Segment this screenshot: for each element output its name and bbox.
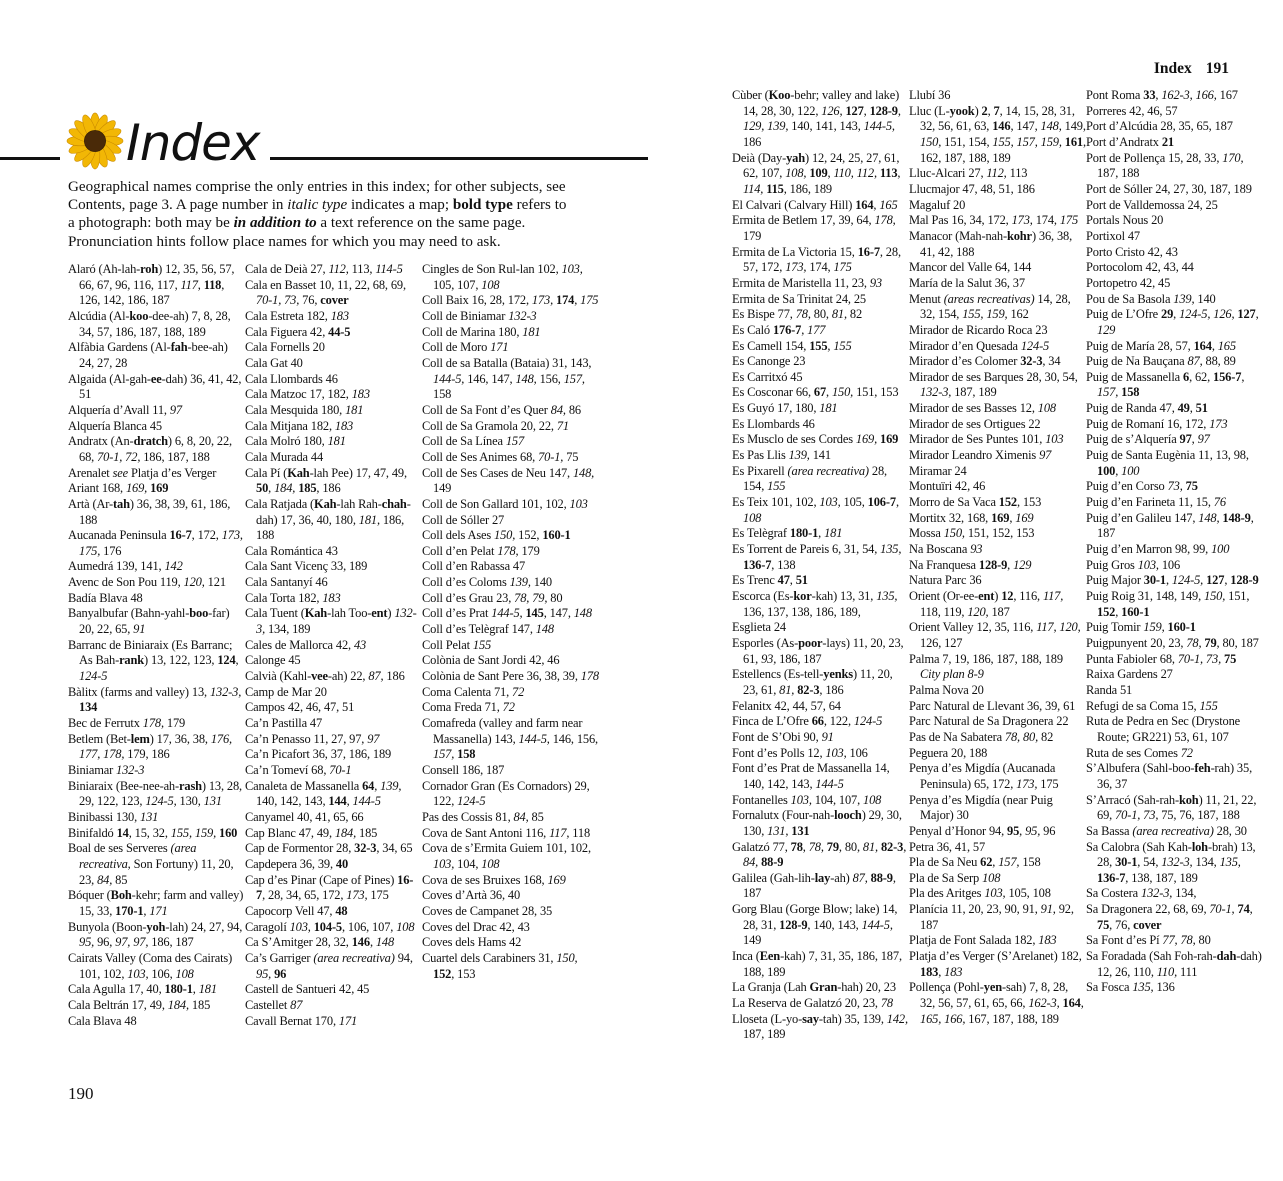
index-entry: Portopetro 42, 45 xyxy=(1086,275,1171,290)
index-entry: Portals Nous 20 xyxy=(1086,213,1164,228)
index-entry: Es Musclo de ses Cordes 169, 169 xyxy=(732,432,899,447)
index-entry: Puig Major 30-1, 124-5, 127, 128-9 xyxy=(1086,573,1259,588)
index-entry: Canyamel 40, 41, 65, 66 xyxy=(245,809,364,824)
index-entry: Cala Blava 48 xyxy=(68,1013,137,1028)
index-entry: Cala Sant Vicenç 33, 189 xyxy=(245,559,368,574)
index-entry: Puig Roig 31, 148, 149, 150, 151, 152, 160-1 xyxy=(1086,589,1250,619)
index-entry: Puig de L’Ofre 29, 124-5, 126, 127, 129 xyxy=(1086,307,1259,337)
index-entry: Coves del Drac 42, 43 xyxy=(422,919,530,934)
index-entry: Magaluf 20 xyxy=(909,197,966,212)
index-entry: Randa 51 xyxy=(1086,682,1133,697)
index-entry: Cairats Valley (Coma des Cairats) 101, 102, 103, 106, 108 xyxy=(68,950,233,981)
index-entry: Ca’n Penasso 11, 27, 97, 97 xyxy=(245,731,380,746)
index-entry: Penya d’es Migdía (Aucanada Peninsula) 65, 172, 173, 175 xyxy=(909,761,1059,791)
index-entry: Coll d’en Rabassa 47 xyxy=(422,559,526,574)
index-entry: Coll de Ses Cases de Neu 147, 148, 149 xyxy=(422,465,595,496)
index-entry: Estellencs (Es-tell-yenks) 11, 20, 23, 61, 81, 82-3, 186 xyxy=(732,667,893,697)
index-entry: Orient Valley 12, 35, 116, 117, 120, 126, 127 xyxy=(909,620,1081,650)
index-entry: Mossa 150, 151, 152, 153 xyxy=(909,526,1035,541)
index-entry: Boal de ses Serveres (area recreativa, Son Fortuny) 11, 20, 23, 84, 85 xyxy=(68,841,234,887)
index-entry: Sa Font d’es Pí 77, 78, 80 xyxy=(1086,933,1211,948)
index-entry: Bec de Ferrutx 178, 179 xyxy=(68,716,186,731)
index-entry: Coll de Son Gallard 101, 102, 103 xyxy=(422,496,588,511)
index-entry: Coll d’es Prat 144-5, 145, 147, 148 xyxy=(422,606,592,621)
index-entry: Cala Ratjada (Kah-lah Rah-chah-dah) 17, 36, 40, 180, 181, 186, 188 xyxy=(245,496,411,543)
index-entry: Cavall Bernat 170, 171 xyxy=(245,1013,358,1028)
index-entry: Finca de L’Ofre 66, 122, 124-5 xyxy=(732,714,883,729)
right-page xyxy=(650,0,1283,1181)
index-entry: Port de Pollença 15, 28, 33, 170, 187, 188 xyxy=(1086,150,1244,181)
index-entry: Es Camell 154, 155, 155 xyxy=(732,338,852,353)
index-entry: Cùber (Koo-behr; valley and lake) 14, 28, 30, 122, 126, 127, 128-9, 129, 139, 140, 141, 143, 144-5, 186 xyxy=(732,88,901,149)
index-entry: Puig de Santa Eugènia 11, 13, 98, 100, 100 xyxy=(1086,448,1249,478)
index-entry: Font de S’Obi 90, 91 xyxy=(732,729,834,744)
index-entry: Mirador de ses Ortigues 22 xyxy=(909,416,1041,431)
index-entry: Galilea (Gah-lih-lay-ah) 87, 88-9, 187 xyxy=(732,870,896,901)
index-entry: Lluc-Alcari 27, 112, 113 xyxy=(909,166,1028,181)
index-entry: Pas de Na Sabatera 78, 80, 82 xyxy=(909,729,1054,744)
index-entry: Cala Matzoc 17, 182, 183 xyxy=(245,387,370,402)
index-intro: Geographical names comprise the only entries in this index; for other subjects, see Contents, page 3. A page number in italic type indicates a map; bold type refers to a photograph: both may be in addition to a text reference on the same page. Pronunciation hints follow place names for which you may need to ask. xyxy=(68,179,567,250)
index-entry: Coll Baix 16, 28, 172, 173, 174, 175 xyxy=(422,293,599,308)
index-entry: Cala Torta 182, 183 xyxy=(245,590,341,605)
right-index-columns xyxy=(732,88,1263,1043)
index-entry: Coll de Moro 171 xyxy=(422,340,509,355)
index-entry: Sa Calobra (Sah Kah-loh-brah) 13, 28, 30-1, 54, 132-3, 134, 135, 136-7, 138, 187, 189 xyxy=(1086,839,1256,885)
index-entry: Coll de Marina 180, 181 xyxy=(422,324,541,339)
index-column xyxy=(68,262,245,1029)
index-entry: María de la Salut 36, 37 xyxy=(909,275,1025,290)
index-entry: Castellet 87 xyxy=(245,997,303,1012)
index-entry: Cala Fornells 20 xyxy=(245,340,325,355)
index-entry: Cova de Sant Antoni 116, 117, 118 xyxy=(422,825,591,840)
index-entry: Cala Llombards 46 xyxy=(245,371,338,386)
index-entry: Cap d’es Pinar (Cape of Pines) 16-7, 28, 34, 65, 172, 173, 175 xyxy=(245,872,414,903)
running-head-title: Index xyxy=(1153,60,1192,77)
index-entry: Es Carritxó 45 xyxy=(732,369,803,384)
index-entry: Port de Valldemossa 24, 25 xyxy=(1086,197,1218,212)
index-entry: Porreres 42, 46, 57 xyxy=(1086,103,1178,118)
index-entry: Gorg Blau (Gorge Blow; lake) 14, 28, 31, 128-9, 140, 143, 144-5, 149 xyxy=(732,902,898,948)
index-entry: Campos 42, 46, 47, 51 xyxy=(245,700,355,715)
index-entry: Ca S’Amitger 28, 32, 146, 148 xyxy=(245,935,395,950)
index-entry: Deià (Day-yah) 12, 24, 25, 27, 61, 62, 107, 108, 109, 110, 112, 113, 114, 115, 186, 189 xyxy=(732,150,901,196)
index-entry: Petra 36, 41, 57 xyxy=(909,839,986,854)
index-entry: Cales de Mallorca 42, 43 xyxy=(245,637,367,652)
index-entry: Refugi de sa Coma 15, 155 xyxy=(1086,698,1218,713)
index-entry: Puig d’en Marron 98, 99, 100 xyxy=(1086,542,1230,557)
index-entry: Coma Calenta 71, 72 xyxy=(422,684,525,699)
index-entry: Parc Natural de Sa Dragonera 22 xyxy=(909,714,1069,729)
index-entry: Morro de Sa Vaca 152, 153 xyxy=(909,495,1042,510)
index-entry: Ruta de Pedra en Sec (Drystone Route; GR221) 53, 61, 107 xyxy=(1086,714,1241,744)
index-entry: Inca (Een-kah) 7, 31, 35, 186, 187, 188, 189 xyxy=(732,949,902,979)
index-entry: Esglieta 24 xyxy=(732,620,786,635)
index-entry: Coll dels Ases 150, 152, 160-1 xyxy=(422,528,571,543)
index-entry: Es Caló 176-7, 177 xyxy=(732,322,826,337)
index-entry: Cingles de Son Rul-lan 102, 103, 105, 107, 108 xyxy=(422,262,583,292)
index-entry: Font d’es Polls 12, 103, 106 xyxy=(732,745,868,760)
index-entry: Cala Molró 180, 181 xyxy=(245,434,346,449)
index-entry: Ruta de ses Comes 72 xyxy=(1086,745,1193,760)
index-entry: Port de Sóller 24, 27, 30, 187, 189 xyxy=(1086,181,1252,196)
index-entry: Capdepera 36, 39, 40 xyxy=(245,856,349,871)
index-entry: Algaida (Al-gah-ee-dah) 36, 41, 42, 51 xyxy=(68,371,242,402)
index-entry: Ca’n Tomeví 68, 70-1 xyxy=(245,763,352,777)
index-entry: Cala Agulla 17, 40, 180-1, 181 xyxy=(68,982,217,997)
index-entry: Cala de Deià 27, 112, 113, 114-5 xyxy=(245,262,403,276)
index-entry: Artà (Ar-tah) 36, 38, 39, 61, 186, 188 xyxy=(68,496,231,527)
index-entry: S’Albufera (Sahl-boo-feh-rah) 35, 36, 37 xyxy=(1086,761,1253,791)
index-entry: Manacor (Mah-nah-kohr) 36, 38, 41, 42, 188 xyxy=(909,228,1073,259)
index-entry: Cala en Basset 10, 11, 22, 68, 69, 70-1, 73, 76, cover xyxy=(245,277,406,308)
index-entry: Coll d’es Telègraf 147, 148 xyxy=(422,622,554,637)
index-entry: Coll de Sóller 27 xyxy=(422,512,505,527)
index-entry: Alquería d’Avall 11, 97 xyxy=(68,402,182,417)
index-entry: Ermita de Betlem 17, 39, 64, 178, 179 xyxy=(732,213,896,243)
index-entry: Pla de Sa Neu 62, 157, 158 xyxy=(909,855,1041,870)
index-entry: Mortitx 32, 168, 169, 169 xyxy=(909,510,1034,525)
index-entry: Coll Pelat 155 xyxy=(422,637,492,652)
index-entry: Cala Murada 44 xyxy=(245,449,324,464)
index-entry: Sa Costera 132-3, 134, xyxy=(1086,886,1197,901)
index-entry: Montuïri 42, 46 xyxy=(909,479,986,494)
index-entry: Sa Foradada (Sah Foh-rah-dah-dah) 12, 26, 110, 110, 111 xyxy=(1086,949,1262,979)
index-entry: Cala Romántica 43 xyxy=(245,543,338,558)
index-entry: Binifaldó 14, 15, 32, 155, 159, 160 xyxy=(68,825,238,840)
index-entry: Peguera 20, 188 xyxy=(909,745,988,760)
index-entry: Biniamar 132-3 xyxy=(68,763,145,777)
index-entry: Mirador de Ses Puntes 101, 103 xyxy=(909,432,1064,447)
index-entry: Ariant 168, 169, 169 xyxy=(68,481,169,496)
index-entry: Coll de sa Batalla (Bataia) 31, 143, 144-5, 146, 147, 148, 156, 157, 158 xyxy=(422,355,592,402)
index-entry: Mancor del Valle 64, 144 xyxy=(909,260,1032,275)
index-entry: Biniaraix (Bee-nee-ah-rash) 13, 28, 29, 122, 123, 124-5, 130, 131 xyxy=(68,778,243,809)
index-entry: Lloseta (L-yo-say-tah) 35, 139, 142, 187, 189 xyxy=(732,1011,908,1042)
index-entry: Coll de Sa Gramola 20, 22, 71 xyxy=(422,418,569,433)
index-entry: Palma Nova 20 xyxy=(909,682,984,697)
index-entry: Es Pixarell (area recreativa) 28, 154, 155 xyxy=(732,463,887,494)
index-entry: Camp de Mar 20 xyxy=(245,684,327,699)
index-entry: Puig d’en Farineta 11, 15, 76 xyxy=(1086,495,1226,510)
index-entry: Ermita de La Victoria 15, 16-7, 28, 57, 172, 173, 174, 175 xyxy=(732,244,901,275)
index-entry: Arenalet see Platja d’es Verger xyxy=(68,465,217,480)
index-entry: Fornalutx (Four-nah-looch) 29, 30, 130, 131, 131 xyxy=(732,808,902,838)
index-column xyxy=(1086,88,1263,1043)
index-entry: Cap de Formentor 28, 32-3, 34, 65 xyxy=(245,841,413,856)
running-head xyxy=(1154,60,1229,78)
index-entry: Banyalbufar (Bahn-yahl-boo-far) 20, 22, 65, 91 xyxy=(68,606,230,637)
title-rule-left xyxy=(0,157,60,160)
index-entry: Na Boscana 93 xyxy=(909,542,983,557)
index-entry: Consell 186, 187 xyxy=(422,763,505,777)
index-entry: Es Trenc 47, 51 xyxy=(732,573,808,588)
index-entry: Coll de Sa Línea 157 xyxy=(422,434,525,449)
index-entry: Coll de Sa Font d’es Quer 84, 86 xyxy=(422,402,581,417)
index-entry: Porto Cristo 42, 43 xyxy=(1086,244,1178,259)
index-entry: Portixol 47 xyxy=(1086,228,1140,243)
index-entry: Platja de Font Salada 182, 183 xyxy=(909,933,1057,948)
index-entry: Barranc de Biniaraix (Es Barranc; As Bah-rank) 13, 122, 123, 124, 124-5 xyxy=(68,637,239,684)
index-entry: Caragolí 103, 104-5, 106, 107, 108 xyxy=(245,919,415,934)
index-entry: Pas des Cossis 81, 84, 85 xyxy=(422,809,544,824)
index-entry: Ca’n Pastilla 47 xyxy=(245,716,323,731)
index-entry: Mirador Leandro Ximenis 97 xyxy=(909,448,1052,463)
index-entry: Sa Fosca 135, 136 xyxy=(1086,980,1175,995)
index-entry: Cala Mesquida 180, 181 xyxy=(245,402,364,417)
index-entry: Miramar 24 xyxy=(909,463,967,478)
index-entry: Ermita de Sa Trinitat 24, 25 xyxy=(732,291,866,306)
index-entry: Es Bispe 77, 78, 80, 81, 82 xyxy=(732,307,863,322)
index-entry: Cala Tuent (Kah-lah Too-ent) 132-3, 134, 189 xyxy=(245,606,417,637)
page-number: 190 xyxy=(68,1084,94,1103)
index-entry: Puig d’en Corso 73, 75 xyxy=(1086,479,1198,494)
index-entry: Bunyola (Boon-yoh-lah) 24, 27, 94, 95, 96, 97, 97, 186, 187 xyxy=(68,919,243,950)
index-entry: Puig de Na Bauçana 87, 88, 89 xyxy=(1086,354,1236,369)
index-entry: Pla de Sa Serp 108 xyxy=(909,870,1001,885)
index-entry: Alfàbia Gardens (Al-fah-bee-ah) 24, 27, 28 xyxy=(68,340,228,370)
index-entry: Coll de Biniamar 132-3 xyxy=(422,308,537,323)
index-entry: Es Pas Llis 139, 141 xyxy=(732,448,831,463)
index-entry: La Granja (Lah Gran-hah) 20, 23 xyxy=(732,980,896,995)
index-entry: Colònia de Sant Jordi 42, 46 xyxy=(422,653,560,668)
index-entry: Portocolom 42, 43, 44 xyxy=(1086,260,1194,275)
left-index-columns xyxy=(68,262,599,1029)
index-entry: Mirador d’es Colomer 32-3, 34 xyxy=(909,354,1061,369)
index-entry: Es Cosconar 66, 67, 150, 151, 153 xyxy=(732,385,899,400)
index-entry: Natura Parc 36 xyxy=(909,573,982,588)
title-rule-right xyxy=(270,157,648,160)
index-entry: Felanitx 42, 44, 57, 64 xyxy=(732,698,841,713)
index-entry: Puig Tomir 159, 160-1 xyxy=(1086,620,1196,635)
index-entry: Capocorp Vell 47, 48 xyxy=(245,903,348,918)
index-entry: Calvià (Kahl-vee-ah) 22, 87, 186 xyxy=(245,669,405,684)
index-entry: Coll de Ses Animes 68, 70-1, 75 xyxy=(422,449,579,464)
index-entry: Cala Pí (Kah-lah Pee) 17, 47, 49, 50, 184, 185, 186 xyxy=(245,465,407,496)
index-title-row xyxy=(0,108,650,178)
index-entry: Planícia 11, 20, 23, 90, 91, 91, 92, 187 xyxy=(909,902,1074,932)
index-entry: Alquería Blanca 45 xyxy=(68,418,163,433)
index-entry: Es Teix 101, 102, 103, 105, 106-7, 108 xyxy=(732,495,899,525)
index-entry: Colònia de Sant Pere 36, 38, 39, 178 xyxy=(422,669,600,684)
page-title: Index xyxy=(126,114,260,172)
index-entry: Sa Bassa (area recreativa) 28, 30 xyxy=(1086,823,1247,838)
index-entry: Alaró (Ah-lah-roh) 12, 35, 56, 57, 66, 67, 96, 116, 117, 117, 118, 126, 142, 186, 187 xyxy=(68,262,235,308)
index-entry: Esporles (As-poor-lays) 11, 20, 23, 61, 93, 186, 187 xyxy=(732,635,904,666)
index-entry: Binibassi 130, 131 xyxy=(68,809,159,824)
page-number: 191 xyxy=(1205,60,1229,77)
index-entry: Betlem (Bet-lem) 17, 36, 38, 176, 177, 178, 179, 186 xyxy=(68,731,232,762)
index-entry: Pla des Aritges 103, 105, 108 xyxy=(909,886,1051,901)
index-entry: Mirador de Ricardo Roca 23 xyxy=(909,322,1048,337)
index-entry: Llubí 36 xyxy=(909,88,951,102)
index-entry: Platja d’es Verger (S’Arelanet) 182, 183, 183 xyxy=(909,949,1082,979)
index-entry: Canaleta de Massanella 64, 139, 140, 142, 143, 144, 144-5 xyxy=(245,778,402,809)
index-entry: Puig de s’Alquería 97, 97 xyxy=(1086,432,1210,447)
index-column xyxy=(422,262,599,1029)
index-entry: Pont Roma 33, 162-3, 166, 167 xyxy=(1086,88,1238,102)
index-entry: Aumedrá 139, 141, 142 xyxy=(68,559,183,574)
index-entry: Badía Blava 48 xyxy=(68,590,143,605)
index-entry: Cala Figuera 42, 44-5 xyxy=(245,324,351,339)
index-entry: Llucmajor 47, 48, 51, 186 xyxy=(909,181,1035,196)
index-entry: Puig de Randa 47, 49, 51 xyxy=(1086,401,1208,416)
index-entry: Palma 7, 19, 186, 187, 188, 189 City plan 8-9 xyxy=(909,651,1063,682)
index-entry: Puigpunyent 20, 23, 78, 79, 80, 187 xyxy=(1086,635,1259,650)
index-entry: Lluc (L-yook) 2, 7, 14, 15, 28, 31, 32, 56, 61, 63, 146, 147, 148, 149, 150, 151, 154, 155, 157, 159, 161, 162, 187, 188, 189 xyxy=(909,103,1086,165)
index-entry: Penyal d’Honor 94, 95, 95, 96 xyxy=(909,823,1056,838)
index-entry: Puig Gros 103, 106 xyxy=(1086,557,1181,572)
index-entry: Puig de Massanella 6, 62, 156-7, 157, 158 xyxy=(1086,369,1245,400)
index-entry: Sa Dragonera 22, 68, 69, 70-1, 74, 75, 76, cover xyxy=(1086,902,1253,932)
index-entry: Es Torrent de Pareis 6, 31, 54, 135, 136-7, 138 xyxy=(732,542,902,572)
index-column xyxy=(909,88,1086,1043)
index-column xyxy=(732,88,909,1043)
index-entry: Puig d’en Galileu 147, 148, 148-9, 187 xyxy=(1086,510,1254,541)
index-entry: S’Arracó (Sah-rah-koh) 11, 21, 22, 69, 70-1, 73, 75, 76, 187, 188 xyxy=(1086,792,1257,823)
index-entry: Galatzó 77, 78, 78, 79, 80, 81, 82-3, 84, 88-9 xyxy=(732,839,907,870)
index-entry: El Calvari (Calvary Hill) 164, 165 xyxy=(732,197,898,212)
index-entry: Mirador de ses Basses 12, 108 xyxy=(909,401,1056,416)
index-entry: Font d’es Prat de Massanella 14, 140, 142, 143, 144-5 xyxy=(732,761,890,791)
index-entry: Calonge 45 xyxy=(245,653,301,668)
index-entry: Avenc de Son Pou 119, 120, 121 xyxy=(68,575,226,590)
index-entry: Na Franquesa 128-9, 129 xyxy=(909,557,1032,572)
index-entry: Es Guyó 17, 180, 181 xyxy=(732,401,838,416)
index-entry: Pou de Sa Basola 139, 140 xyxy=(1086,291,1216,306)
index-entry: Bóquer (Boh-kehr; farm and valley) 15, 33, 170-1, 171 xyxy=(68,888,244,918)
index-entry: Bàlitx (farms and valley) 13, 132-3, 134 xyxy=(68,684,242,715)
index-entry: Fontanelles 103, 104, 107, 108 xyxy=(732,792,882,807)
index-entry: Coma Freda 71, 72 xyxy=(422,700,515,715)
index-entry: Penya d’es Migdía (near Puig Major) 30 xyxy=(909,792,1053,823)
index-entry: Comafreda (valley and farm near Massanella) 143, 144-5, 146, 156, 157, 158 xyxy=(422,716,599,762)
index-entry: Mirador d’en Quesada 124-5 xyxy=(909,338,1050,353)
index-entry: Coves d’Artà 36, 40 xyxy=(422,888,521,903)
index-entry: Puig de Romaní 16, 172, 173 xyxy=(1086,416,1228,431)
index-column xyxy=(245,262,422,1029)
index-entry: Menut (areas recreativas) 14, 28, 32, 154, 155, 159, 162 xyxy=(909,291,1071,322)
index-entry: Cala Beltrán 17, 49, 184, 185 xyxy=(68,997,211,1012)
index-entry: Ca’s Garriger (area recreativa) 94, 95, 96 xyxy=(245,950,413,981)
index-entry: Ca’n Picafort 36, 37, 186, 189 xyxy=(245,747,392,762)
index-entry: Mal Pas 16, 34, 172, 173, 174, 175 xyxy=(909,213,1079,228)
index-entry: Puig de María 28, 57, 164, 165 xyxy=(1086,338,1236,353)
index-entry: Es Canonge 23 xyxy=(732,354,806,369)
index-entry: Punta Fabioler 68, 70-1, 73, 75 xyxy=(1086,651,1237,666)
index-entry: Raixa Gardens 27 xyxy=(1086,667,1173,682)
index-entry: Coll d’es Coloms 139, 140 xyxy=(422,575,552,590)
index-entry: Es Llombards 46 xyxy=(732,416,815,431)
index-entry: Escorca (Es-kor-kah) 13, 31, 135, 136, 137, 138, 186, 189, xyxy=(732,589,898,619)
index-entry: Mirador de ses Barques 28, 30, 54, 132-3, 187, 189 xyxy=(909,369,1078,400)
index-entry: La Reserva de Galatzó 20, 23, 78 xyxy=(732,996,893,1011)
index-entry: Parc Natural de Llevant 36, 39, 61 xyxy=(909,698,1076,713)
index-entry: Port d’Andratx 21 xyxy=(1086,134,1174,149)
index-entry: Coves dels Hams 42 xyxy=(422,935,522,950)
index-entry: Cova de ses Bruixes 168, 169 xyxy=(422,872,566,887)
index-entry: Coll d’es Grau 23, 78, 79, 80 xyxy=(422,590,563,605)
index-entry: Castell de Santueri 42, 45 xyxy=(245,982,370,997)
index-entry: Port d’Alcúdia 28, 35, 65, 187 xyxy=(1086,119,1233,134)
index-entry: Alcúdia (Al-koo-dee-ah) 7, 8, 28, 34, 57, 186, 187, 188, 189 xyxy=(68,308,231,339)
index-entry: Cornador Gran (Es Cornadors) 29, 122, 124-5 xyxy=(422,778,590,809)
index-entry: Es Telègraf 180-1, 181 xyxy=(732,526,843,541)
index-entry: Pollença (Pohl-yen-sah) 7, 8, 28, 32, 56, 57, 61, 65, 66, 162-3, 164, 165, 166, 167, 187, 188, 189 xyxy=(909,980,1084,1026)
index-entry: Cap Blanc 47, 49, 184, 185 xyxy=(245,825,378,840)
index-entry: Coll d’en Pelat 178, 179 xyxy=(422,543,540,558)
index-entry: Cala Santanyí 46 xyxy=(245,575,328,590)
index-entry: Coves de Campanet 28, 35 xyxy=(422,903,553,918)
index-entry: Ermita de Maristella 11, 23, 93 xyxy=(732,275,882,290)
index-entry: Cova de s’Ermita Guiem 101, 102, 103, 104, 108 xyxy=(422,841,591,871)
index-entry: Cala Estreta 182, 183 xyxy=(245,308,349,323)
index-entry: Andratx (An-dratch) 6, 8, 20, 22, 68, 70-1, 72, 186, 187, 188 xyxy=(68,434,232,464)
index-entry: Cuartel dels Carabiners 31, 150, 152, 153 xyxy=(422,950,578,981)
index-entry: Cala Mitjana 182, 183 xyxy=(245,418,354,433)
index-entry: Orient (Or-ee-ent) 12, 116, 117, 118, 119, 120, 187 xyxy=(909,589,1064,619)
index-entry: Cala Gat 40 xyxy=(245,355,303,370)
index-entry: Aucanada Peninsula 16-7, 172, 173, 175, 176 xyxy=(68,528,243,558)
sunflower-icon xyxy=(66,112,124,170)
